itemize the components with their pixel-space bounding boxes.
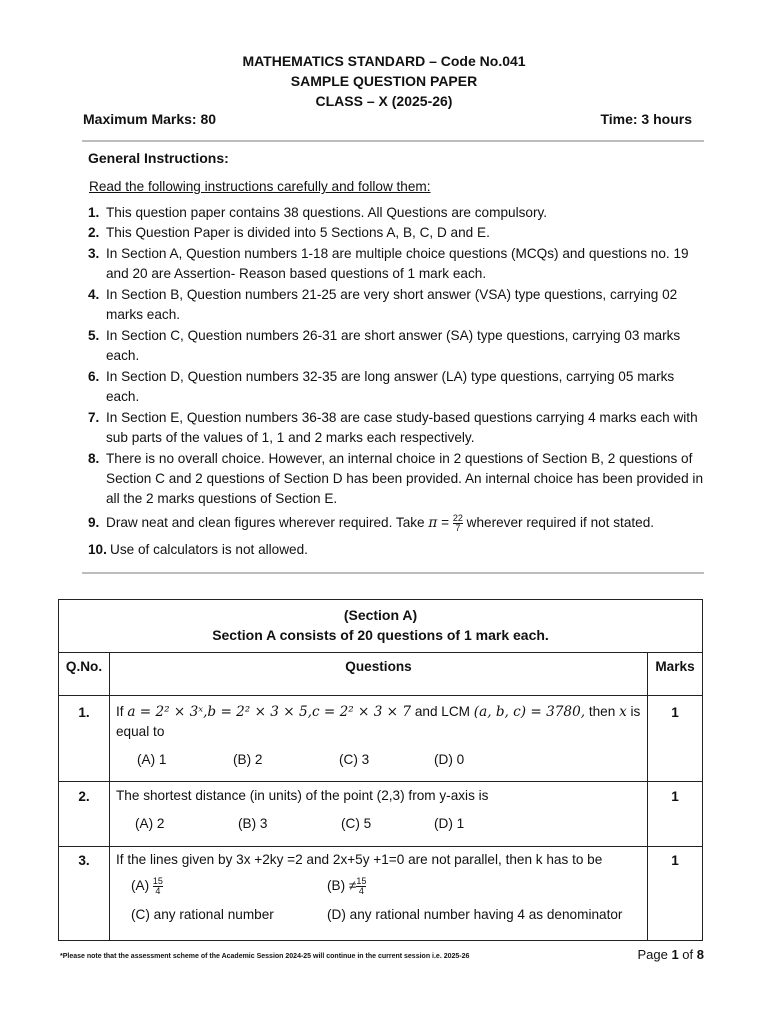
option: (C) 5	[341, 816, 372, 831]
instruction-number: 1.	[88, 205, 100, 220]
instruction-text: In Section E, Question numbers 36-38 are case study-based questions carrying 4 marks each with sub parts of the values of 1, 1 and 2 marks each respectively.	[106, 410, 698, 445]
column-header-marks: Marks	[655, 659, 695, 674]
question-text-part: then	[588, 704, 616, 719]
instruction-text-part: Draw neat and clean figures wherever required. Take	[106, 515, 425, 530]
option: (A) 1	[137, 752, 167, 767]
page-total: 8	[696, 947, 704, 962]
option: (C) any rational number	[131, 907, 274, 922]
math-expression: (a, b, c) = 3780,	[473, 704, 586, 720]
time-allowed: Time: 3 hours	[600, 111, 692, 127]
question-text-part: If	[116, 704, 124, 719]
question-text: equal to	[116, 724, 165, 739]
instruction-number: 10.	[88, 542, 107, 557]
option: (A) 2	[135, 816, 165, 831]
math-variable: x	[619, 704, 627, 720]
section-title: (Section A)	[343, 607, 418, 623]
question-text-part: and LCM	[414, 704, 470, 719]
instruction-text: This question paper contains 38 questions. All Questions are compulsory.	[106, 205, 548, 220]
instruction-text	[106, 513, 706, 533]
option: (D) any rational number having 4 as denominator	[327, 907, 623, 922]
paper-subtitle: SAMPLE QUESTION PAPER	[290, 73, 478, 89]
option: (D) 1	[434, 816, 465, 831]
instructions-title: General Instructions:	[88, 150, 229, 166]
table-divider	[59, 846, 702, 847]
fraction-numerator: 22	[452, 512, 463, 523]
instruction-number: 2.	[88, 225, 100, 240]
column-divider	[109, 652, 110, 940]
fraction-numerator: 15	[356, 876, 367, 886]
question-marks: 1	[671, 789, 679, 804]
max-marks: Maximum Marks: 80	[83, 111, 217, 127]
column-header-questions: Questions	[345, 659, 412, 674]
fraction-denominator: 4	[356, 886, 366, 896]
instruction-text: In Section C, Question numbers 26-31 are short answer (SA) type questions, carrying 03 marks each.	[106, 328, 681, 363]
question-text: If the lines given by 3x +2ky =2 and 2x+5y +1=0 are not parallel, then k has to be	[116, 852, 603, 867]
option-fraction	[153, 877, 163, 896]
instruction-number: 8.	[88, 451, 100, 466]
question-number: 1.	[78, 705, 90, 720]
question-marks: 1	[671, 705, 679, 720]
pi-symbol: π	[428, 515, 438, 531]
instruction-text: Use of calculators is not allowed.	[110, 542, 308, 557]
page-current: 1	[671, 947, 679, 962]
option-label: (B) ≠	[327, 878, 357, 894]
instruction-number: 3.	[88, 246, 100, 261]
fraction-denominator: 7	[453, 523, 463, 533]
question-number: 3.	[78, 853, 90, 868]
instruction-number: 9.	[88, 515, 100, 530]
option	[131, 877, 163, 896]
section-subtitle: Section A consists of 20 questions of 1 mark each.	[212, 627, 549, 643]
option: (D) 0	[434, 752, 465, 767]
instruction-text: In Section D, Question numbers 32-35 are long answer (LA) type questions, carrying 05 marks each.	[106, 369, 675, 404]
page-of: of	[682, 947, 694, 962]
table-divider	[59, 781, 702, 782]
instruction-number: 7.	[88, 410, 100, 425]
instructions-subtitle: Read the following instructions carefully and follow them:	[89, 179, 431, 194]
question-text	[116, 704, 641, 720]
question-text-part: is	[630, 704, 641, 719]
instruction-text: In Section B, Question numbers 21-25 are very short answer (VSA) type questions, carrying 02 marks each.	[106, 287, 678, 322]
option	[327, 877, 366, 896]
fraction-numerator: 15	[152, 876, 163, 886]
equals-sign: =	[441, 515, 450, 530]
table-divider	[59, 695, 702, 696]
math-expression: ,b = 2² × 3 × 5,	[203, 704, 312, 720]
table-divider	[59, 652, 702, 653]
question-number: 2.	[78, 789, 90, 804]
instruction-number: 5.	[88, 328, 100, 343]
pi-fraction	[453, 514, 463, 533]
instruction-text: There is no overall choice. However, an internal choice in 2 questions of Section B, 2 questions of Section C and 2 questions of Section D has been provided. An internal choice has been provided in all the 2 marks questions of Section E.	[106, 451, 704, 506]
option: (C) 3	[339, 752, 370, 767]
instruction-text: In Section A, Question numbers 1-18 are multiple choice questions (MCQs) and questions no. 19 and 20 are Assertion- Reason based questions of 1 mark each.	[106, 246, 689, 281]
paper-class: CLASS – X (2025-26)	[315, 93, 453, 109]
question-text: The shortest distance (in units) of the point (2,3) from y-axis is	[116, 788, 489, 803]
instruction-text-part: wherever required if not stated.	[466, 515, 655, 530]
instructions-divider	[82, 572, 704, 574]
math-expression: a = 2² × 3ˣ	[127, 704, 204, 720]
page-prefix: Page	[637, 947, 668, 962]
footer-note: *Please note that the assessment scheme of the Academic Session 2024-25 will continue in the current session i.e. 2025-26	[60, 953, 470, 960]
option-fraction	[356, 877, 366, 896]
option: (B) 2	[233, 752, 263, 767]
fraction-denominator: 4	[153, 886, 163, 896]
section-a-table	[58, 599, 703, 941]
instruction-number: 4.	[88, 287, 100, 302]
paper-title: MATHEMATICS STANDARD – Code No.041	[242, 53, 526, 69]
math-expression: c = 2² × 3 × 7	[311, 704, 412, 720]
instruction-number: 6.	[88, 369, 100, 384]
question-marks: 1	[671, 853, 679, 868]
option: (B) 3	[238, 816, 268, 831]
instruction-text: This Question Paper is divided into 5 Sections A, B, C, D and E.	[106, 225, 490, 240]
column-header-qno: Q.No.	[65, 659, 103, 674]
page-number	[637, 947, 704, 962]
header-divider	[82, 140, 704, 142]
option-label: (A)	[131, 878, 150, 894]
